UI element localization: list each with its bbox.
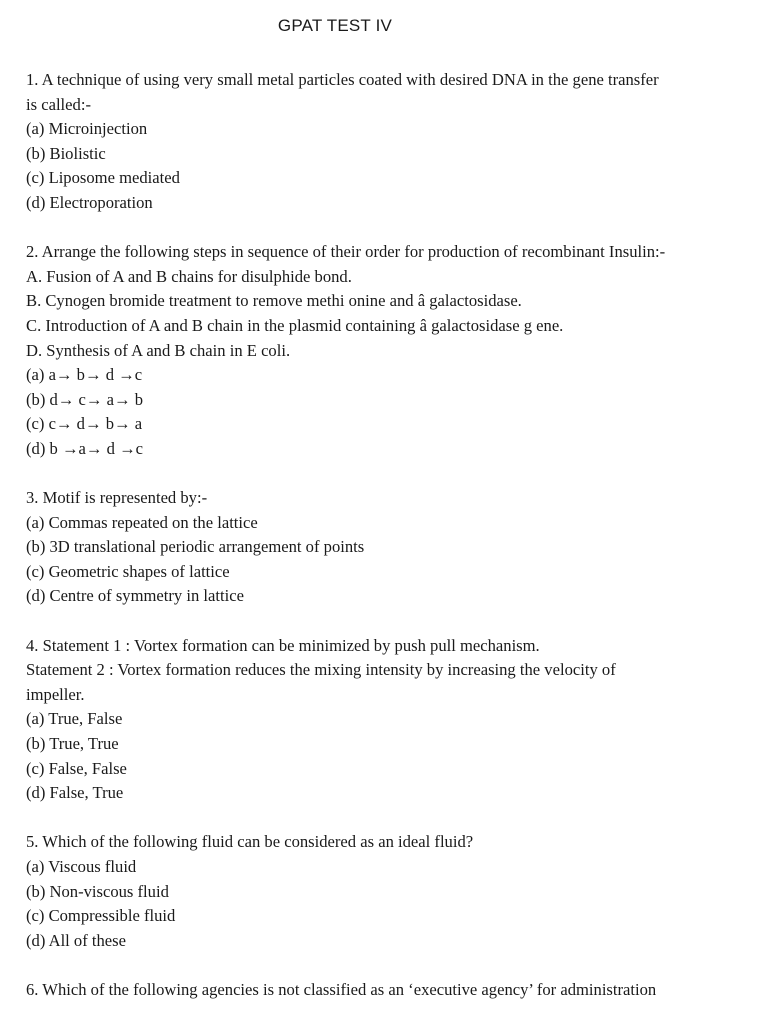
question-2-option-c: (c) c→ d→ b→ a [26, 414, 143, 434]
question-3-option-c: (c) Geometric shapes of lattice [26, 561, 230, 581]
question-list [26, 68, 754, 1027]
question-2 [26, 240, 754, 461]
question-6-stem-line-1: 6. Which of the following agencies is not classified as an ‘executive agency’ for administration [26, 979, 657, 999]
question-2-stem-line-1: 2. Arrange the following steps in sequence of their order for production of recombinant Insulin:- [26, 242, 666, 262]
question-4-option-d: (d) False, True [26, 783, 124, 803]
question-4-statement-2: Statement 2 : Vortex formation reduces the mixing intensity by increasing the velocity of [26, 660, 616, 680]
question-3-option-b: (b) 3D translational periodic arrangement of points [26, 537, 365, 557]
question-2-option-a: (a) a→ b→ d →c [26, 365, 143, 385]
question-6 [26, 978, 754, 1003]
question-4-statement-2-cont: impeller. [26, 684, 85, 704]
question-4 [26, 634, 754, 806]
question-1 [26, 68, 754, 216]
question-1-stem-line-2: is called:- [26, 94, 91, 114]
question-3 [26, 486, 754, 609]
question-2-option-d: (d) b →a→ d →c [26, 438, 144, 458]
question-2-step-c: C. Introduction of A and B chain in the plasmid containing â galactosidase g ene. [26, 315, 564, 335]
question-1-option-b: (b) Biolistic [26, 143, 106, 163]
question-5-stem-line-1: 5. Which of the following fluid can be considered as an ideal fluid? [26, 832, 474, 852]
question-1-option-a: (a) Microinjection [26, 119, 148, 139]
question-5-option-b: (b) Non-viscous fluid [26, 881, 169, 901]
question-4-statement-1: 4. Statement 1 : Vortex formation can be minimized by push pull mechanism. [26, 635, 540, 655]
question-4-option-a: (a) True, False [26, 709, 123, 729]
question-5-option-d: (d) All of these [26, 930, 126, 950]
question-5 [26, 830, 754, 953]
question-3-option-d: (d) Centre of symmetry in lattice [26, 586, 244, 606]
question-5-option-c: (c) Compressible fluid [26, 906, 176, 926]
question-4-option-b: (b) True, True [26, 734, 119, 754]
question-3-option-a: (a) Commas repeated on the lattice [26, 512, 258, 532]
question-1-stem-line-1: 1. A technique of using very small metal particles coated with desired DNA in the gene transfer [26, 70, 659, 89]
question-2-step-b: B. Cynogen bromide treatment to remove methi onine and â galactosidase. [26, 291, 522, 311]
question-2-option-b: (b) d→ c→ a→ b [26, 389, 144, 409]
question-1-option-c: (c) Liposome mediated [26, 168, 180, 188]
question-5-option-a: (a) Viscous fluid [26, 857, 137, 876]
question-4-option-c: (c) False, False [26, 758, 127, 778]
question-2-step-a: A. Fusion of A and B chains for disulphide bond. [26, 266, 352, 286]
page-title: GPAT TEST IV [277, 16, 393, 35]
question-2-step-d: D. Synthesis of A and B chain in E coli. [26, 340, 291, 360]
question-3-stem-line-1: 3. Motif is represented by:- [26, 488, 208, 508]
question-1-option-d: (d) Electroporation [26, 192, 153, 212]
